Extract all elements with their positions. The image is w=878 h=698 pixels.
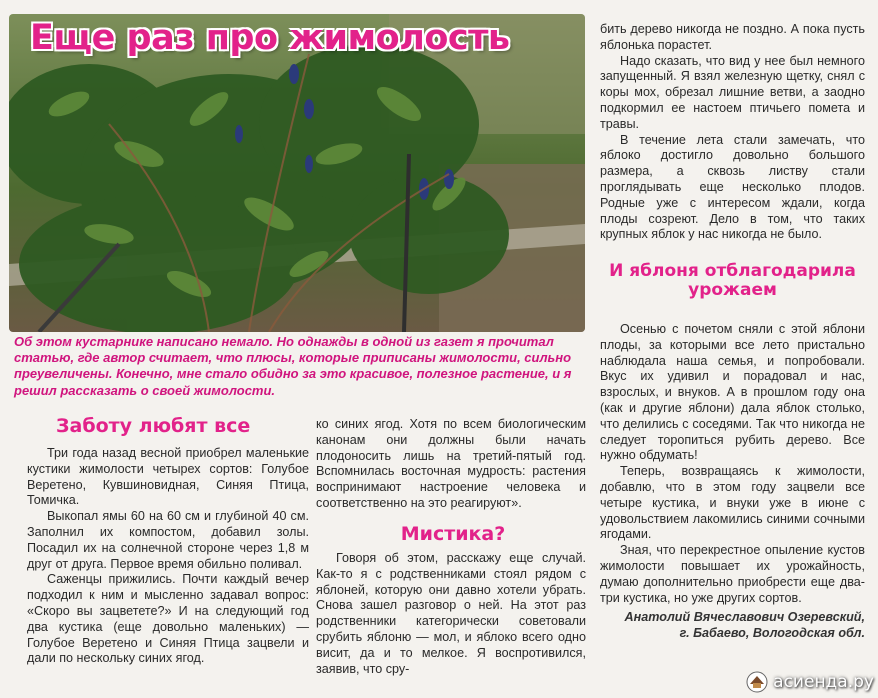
watermark-text: асиенда.ру [773, 672, 874, 692]
article-paragraph: В течение лета стали замечать, что яблоко достигло довольно большого размера, а сквозь листву стали проглядывать еще несколько плодов. Родные уже с интересом ждали, когда плоды созреют. Дело в том, что таких крупных яблок у нас никогда не было. [600, 132, 865, 242]
care-heading: Заботу любят все [56, 415, 251, 437]
author-name: Анатолий Вячеславович Озеревский, [624, 610, 865, 625]
middle-column-bottom [316, 551, 586, 677]
article-paragraph: ко синих ягод. Хотя по всем биологическим канонам они должны были начать плодоносить лишь на третий-пятый год. Вспомнилась восточная мудрость: растения воспринимают настроение человека и соответственно на это реагируют». [316, 417, 586, 510]
author-place: г. Бабаево, Вологодская обл. [679, 626, 865, 641]
article-paragraph: Саженцы прижились. Почти каждый вечер подходил к ним и мысленно задавал вопрос: «Скоро вы зацветете?» И на следующий год два кустика (еще довольно маленьких) — Голубое Веретено и Синяя Птица зацвели и дали по нескольку синих ягод. [27, 572, 309, 666]
article-paragraph: Три года назад весной приобрел маленькие кустики жимолости четырех сортов: Голубое Веретено, Кувшиновидная, Синяя Птица, Томичка. [27, 446, 309, 508]
article-paragraph: Говоря об этом, расскажу еще случай. Как-то я с родственниками стоял рядом с яблоней, которую они давно хотели убрать. Снова зашел разговор о ней. На этот раз родственники категорически советовали срубить яблоню — мол, и яблоко всего одно висит, да и то мелкое. Я воспротивился, заявив, что сру- [316, 551, 586, 676]
article-paragraph: Выкопал ямы 60 на 60 см и глубиной 40 см. Заполнил их компостом, добавил золы. Посадил их на солнечной стороне через 1,8 м друг от друга. Первое время обильно поливал. [27, 509, 309, 571]
right-column-bottom [600, 322, 865, 642]
article-paragraph: Зная, что перекрестное опыление кустов жимолости повышает их урожайность, думаю дополнительно приобрести еще два-три кустика, но уже других сортов. [600, 543, 865, 605]
hacienda-logo-icon [746, 671, 768, 693]
left-column [27, 446, 309, 667]
right-column-top [600, 22, 865, 243]
lead-paragraph: Об этом кустарнике написано немало. Но однажды в одной из газет я прочитал статью, где автор считает, что плюсы, которые приписаны жимолости, сильно преувеличены. Конечно, мне стало обидно за это красивое, полезное растение, и я решил рассказать о своей жимолости. [14, 334, 572, 398]
headline: Еще раз про жимолость [30, 18, 510, 58]
watermark[interactable] [746, 670, 874, 694]
article-paragraph: Теперь, возвращаясь к жимолости, добавлю, что в этом году зацвели все четыре кустика, и внуки уже в июне с удовольствием лакомились синими сочными ягодами. [600, 464, 865, 542]
article-paragraph: бить дерево никогда не поздно. А пока пусть яблонька порастет. [600, 22, 865, 52]
middle-column-top [316, 417, 586, 512]
mystic-heading: Мистика? [400, 523, 506, 545]
apple-heading: И яблоня отблагодарила урожаем [609, 261, 856, 300]
article-paragraph: Осенью с почетом сняли с этой яблони плоды, за которыми все лето пристально наблюдала наша семья, и попробовали. Вкус их удивил и порадовал и нас, взрослых, и внуков. А в прошлом году она (как и другие яблони) дала яблок столько, что делились с соседями. Так что никогда не следует торопиться рубить дерево. Все нужно обдумать! [600, 322, 865, 463]
honeysuckle-photo [9, 14, 585, 332]
article-paragraph: Надо сказать, что вид у нее был немного запущенный. Я взял железную щетку, снял с коры мох, обрезал лишние ветви, а заодно подкормил ее настоем птичьего помета и травы. [600, 53, 865, 131]
